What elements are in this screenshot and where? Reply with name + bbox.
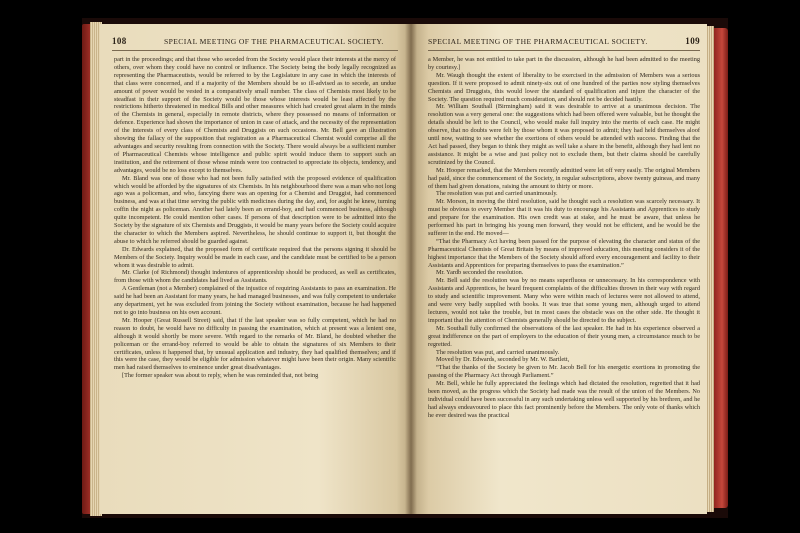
paragraph: part in the proceedings; and that those who seceded from the Society would place their interests at the mercy of others, over whom they could have no control or influence. The Society being the body legally recognized as representing the Pharmaceutists, would be referred to by the Legislature in any case in which the interests of that class were concerned, and if a majority of the Members should be so ill-advised as to secede, an undue amount of power would be vested in a comparatively small number. The class of Chemists most likely to be steadfast in their support of the Society would be those whose interests would be least affected by the restrictions hitherto threatened in medical Bills and other measures which had created great alarm in the minds of the Chemists in general, especially in remote districts, where they possessed no means of information or defence. Experience had shown the importance of union in case of attack, and the necessity of the representation of the interests of every class of Chemists and Druggists on such occasions. Mr. Bell gave an illustration showing the fallacy of the supposition that registration as a Pharmaceutical Chemist would comprise all the advantages and security resulting from connection with the Society. There would always be a sufficient number of Pharmaceutical Chemists whose intelligence and public spirit would induce them to support such an institution, and the retirement of those whose minds were too contracted to appreciate its objects, tendency, and advantages, would be no loss except to themselves. xyxy=(114,56,396,174)
paragraph: Mr. Hooper (Great Russell Street) said, that if the last speaker was so fully competent, which he had no reason to doubt, he would have no difficulty in passing the examination, which at present was a lenient one, although it would shortly be more severe. With regard to the remarks of Mr. Bland, he doubted whether the policeman or the errand-boy referred to would be able to obtain the signatures of six Members to their certificates, unless it happened that, by unusual application and industry, they had qualified themselves; and if this were the case, they would be eligible for admission whatever might have been their origin. Many scientific men had raised themselves to eminence under great disadvantages. xyxy=(114,316,396,372)
paragraph: “That the Pharmacy Act having been passed for the purpose of elevating the character and status of the Pharmaceutical Chemists of Great Britain by means of improved education, this meeting considers it of the highest importance that the Members of the Society should afford every encouragement and facility to their Assistants and Apprentices for preparing themselves to pass the examination.” xyxy=(428,237,700,269)
left-running-title: SPECIAL MEETING OF THE PHARMACEUTICAL SOCIETY. xyxy=(164,37,384,46)
paragraph: Mr. Bland was one of those who had not been fully satisfied with the proposed evidence of qualification which would be afforded by the signatures of six Chemists. In his neighbourhood there was a man who not long ago was a policeman, and who, fancying there was an opening for a Chemist and Druggist, had commenced business, and was at that time serving the public with medicines during the day, and, for aught he knew, turning coffin the night as policeman. Another had lately been an errand-boy, and had commenced business, although quite incompetent. He could mention other cases. If persons of that description were to be admitted into the Society by the signature of six Chemists and Druggists, it would be many years before the Society could acquire the character to which the Members aspired. Nevertheless, he should continue to support it, but thought the abuse to which he referred should be guarded against. xyxy=(114,174,396,245)
paragraph: The resolution was put and carried unanimously. xyxy=(436,190,558,198)
paragraph: Mr. Bell, while he fully appreciated the feelings which had dictated the resolution, regretted that it had been moved, as the progress which the Society had made was the result of the union of the Members. No individual could have been successful in any such undertaking unless well supported by his brethren, and he had always endeavoured to place this fact prominently before the Members. The only vote of thanks which he ever desired was the practical xyxy=(428,380,700,419)
paragraph: A Gentleman (not a Member) complained of the injustice of requiring Assistants to pass an examination. He said he had been an Assistant for many years, he had managed businesses, and was fully competent to undertake any department, yet he was excluded from joining the Society without examination, because he had happened not to go into business on his own account. xyxy=(114,285,396,316)
left-header-rule xyxy=(112,50,398,51)
paragraph: Mr. Waugh thought the extent of liberality to be exercised in the admission of Members was a serious question. If it were proposed to admit ninety-six out of one hundred of the parties now styling themselves Chemists and Druggists, this would lower the standard of qualification and injure the character of the Society. The question required much consideration, and should not be decided hastily. xyxy=(428,71,700,103)
paragraph: Mr. William Southall (Birmingham) said it was desirable to arrive at a unanimous decision. The resolution was a very general one: the suggestions which had been offered were valuable, but he thought the details should be left to the Council, who would make full inquiry into the merits of each case. He might observe, that no doubts were felt by those whom it was proposed to admit; they had held themselves aloof until now, waiting to see whether the exertions of others would be attended with success. Finding that the Act had passed, they began to think they might as well take a share in the benefit, although they had lent no assistance. It might be a wise and just policy not to exclude them, but their claims should be carefully scrutinized by the Council. xyxy=(428,103,700,166)
paragraph: Moved by Dr. Edwards, seconded by Mr. W. Bartlett, xyxy=(436,356,570,364)
paragraph: Mr. Bell said the resolution was by no means superfluous or unnecessary. In his correspondence with Assistants and Apprentices, he heard frequent complaints of the difficulties thrown in their way with regard to study and scientific improvement. Many who were within reach of lectures were not allowed to attend, and were very badly supplied with books. It was true that some young men, although urged to attend lectures, would not take the trouble, but in most cases the obstacle was on the other side. He thought it important that the attention of Chemists generally should be directed to the subject. xyxy=(428,277,700,324)
paragraph: Mr. Morson, in moving the third resolution, said he thought such a resolution was scarcely necessary. It must be obvious to every Member that it was his duty to encourage his Assistants and Apprentices to study and prepare for the examination. His own credit was at stake, and he must be aware, that unless he performed his part in bringing his young men forward, they would not be efficient, and he would be the sufferer in the end. He moved— xyxy=(428,198,700,237)
paragraph: [The former speaker was about to reply, when he was reminded that, not being xyxy=(122,372,319,380)
left-page-number: 108 xyxy=(112,36,127,46)
paragraph: Mr. Southall fully confirmed the observations of the last speaker. He had in his experience observed a great indifference on the part of employers to the education of their young men, a circumstance much to be regretted. xyxy=(428,324,700,348)
paragraph: a Member, he was not entitled to take part in the discussion, although he had been admitted to the meeting by courtesy.] xyxy=(428,56,700,71)
right-cover-edge xyxy=(713,28,728,508)
left-page-body xyxy=(114,56,396,380)
right-page-body xyxy=(428,56,700,420)
paragraph: “That the thanks of the Society be given to Mr. Jacob Bell for his energetic exertions in promoting the passing of the Pharmacy Act through Parliament.” xyxy=(428,364,700,380)
paragraph: Mr. Clarke (of Richmond) thought indentures of apprenticeship should be produced, as well as certificates, from those with whom the candidates had lived as Assistants. xyxy=(114,269,396,285)
book-gutter xyxy=(405,24,417,514)
right-header-rule xyxy=(428,50,700,51)
right-running-title: SPECIAL MEETING OF THE PHARMACEUTICAL SOCIETY. xyxy=(428,37,648,46)
paragraph: Mr. Hooper remarked, that the Members recently admitted were let off very easily. The original Members had paid, since the commencement of the Society, in regular subscriptions, above twenty guineas, and many of them had given donations, raising the amount to thirty or more. xyxy=(428,166,700,190)
right-page-number: 109 xyxy=(685,36,700,46)
paragraph: Dr. Edwards explained, that the proposed form of certificate required that the persons signing it should be Members of the Society. Inquiry would be made in each case, and the candidate must be certified to be a person whom it was desirable to admit. xyxy=(114,245,396,269)
paragraph: Mr. Yardb seconded the resolution. xyxy=(436,269,524,277)
paragraph: The resolution was put, and carried unanimously. xyxy=(436,348,560,356)
